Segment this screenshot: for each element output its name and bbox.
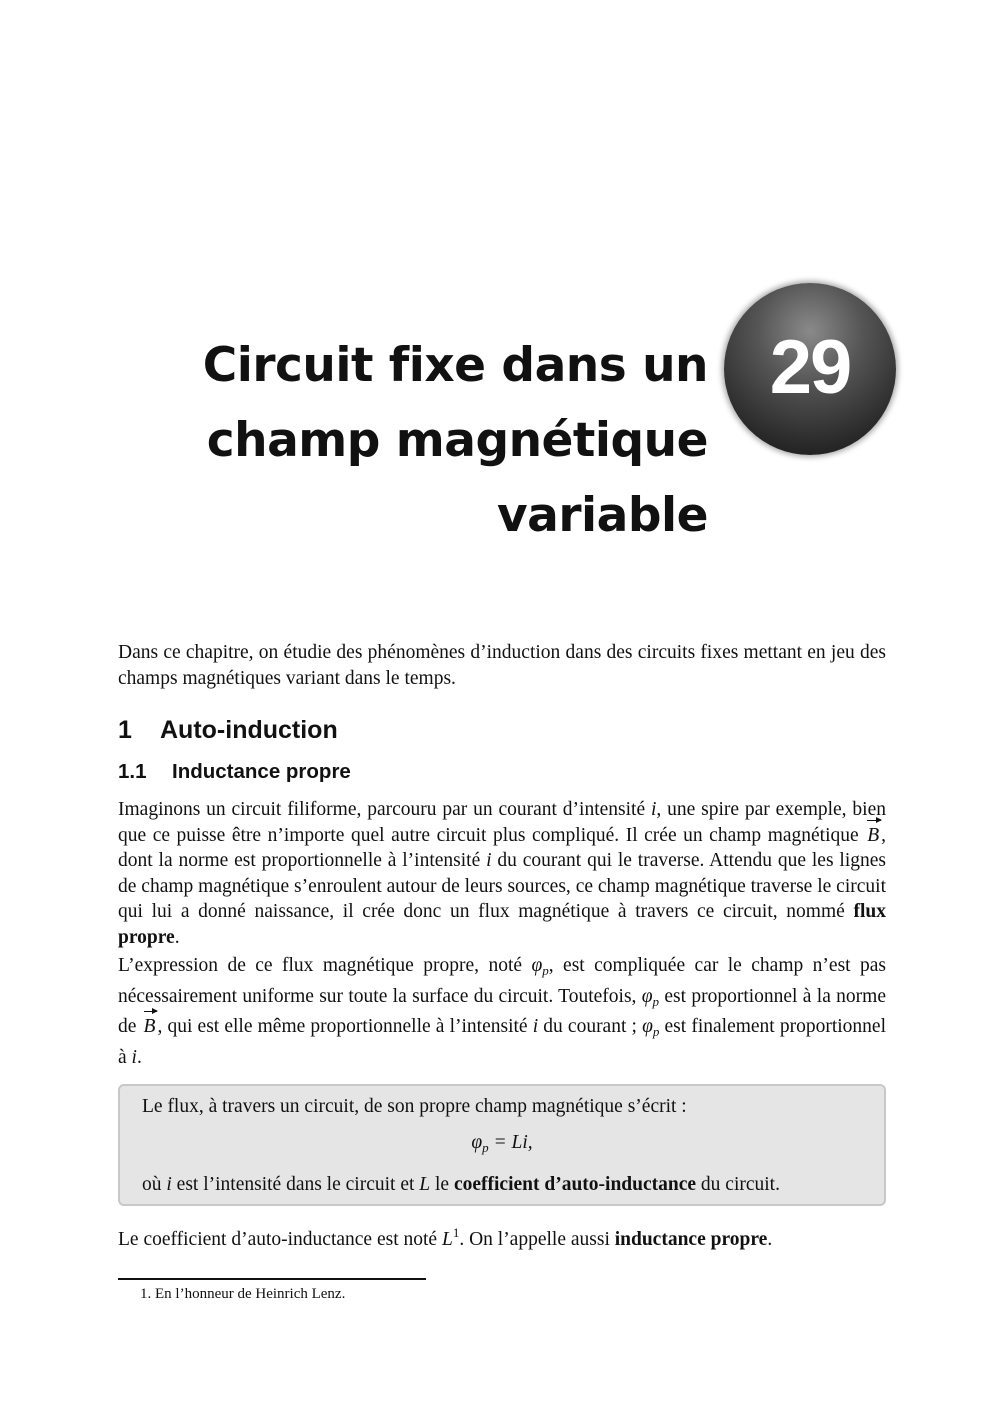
chapter-number: 29 [769, 324, 851, 410]
subsection-number: 1.1 [118, 760, 147, 783]
page-body [118, 640, 886, 1252]
footnote-rule [118, 1278, 426, 1280]
chapter-title-line-1: Circuit fixe dans un [202, 338, 708, 393]
chapter-number-badge [724, 283, 896, 455]
formula: $\varphi_p = Li$, [471, 1131, 533, 1155]
term-inductance-propre: inductance propre [614, 1228, 768, 1250]
section-title: Auto-induction [160, 716, 338, 744]
vector-b-symbol: B [865, 823, 881, 849]
subsection-title: Inductance propre [172, 760, 351, 783]
subsection-heading [118, 759, 886, 785]
term-coefficient: coefficient d’auto-inductance [453, 1174, 697, 1195]
section-heading [118, 715, 886, 745]
vector-b-symbol: B [142, 1014, 158, 1040]
chapter-title-line-2: champ magnétique [206, 413, 708, 468]
paragraph-notation: Le coefficient d’auto-inductance est noté $L^1$. On l’appelle aussi inductance propre. [118, 1224, 773, 1250]
intro-paragraph: Dans ce chapitre, on étudie des phénomènes d’induction dans des circuits fixes mettant en jeu des champs magnétiques variant dans le temps. [118, 642, 886, 689]
footnote: 1. En l’honneur de Heinrich Lenz. [140, 1286, 346, 1302]
footnote-marker: 1 [452, 1224, 460, 1240]
section-number: 1 [118, 716, 132, 744]
definition-box [118, 1084, 886, 1206]
chapter-title-line-3: variable [497, 488, 708, 543]
paragraph-expression: L’expression de ce flux magnétique propre, noté $\varphi_p$, est compliquée car le champ n’est pas nécessairement uniforme sur toute la surface du circuit. Toutefois, $\varphi_p$ est proportionnel à la norme de B , qui est elle même proportionnelle à l’intensité i du courant ; $\varphi_p$ est finalement proportionnel à i. [118, 955, 887, 1068]
paragraph-flux-propre: Imaginons un circuit filiforme, parcouru par un courant d’intensité i, une spire par exemple, bien que ce puisse être n’importe quel autre circuit plus compliqué. Il crée un champ magnétique B , dont la norme est proportionnelle à l’intensité i du courant qui le traverse. Attendu que les lignes de champ magnétique s’enroulent autour de leurs sources, ce champ magnétique traverse le circuit qui lui a donné naissance, il crée donc un flux magnétique à travers ce circuit, nommé flux propre. [118, 799, 886, 948]
definition-line: Le flux, à travers un circuit, de son propre champ magnétique s’écrit : [142, 1096, 687, 1117]
definition-explanation: où i est l’intensité dans le circuit et L le coefficient d’auto-inductance du circuit. [142, 1174, 780, 1195]
term-flux-propre: flux propre [118, 901, 886, 948]
chapter-title [188, 328, 708, 553]
